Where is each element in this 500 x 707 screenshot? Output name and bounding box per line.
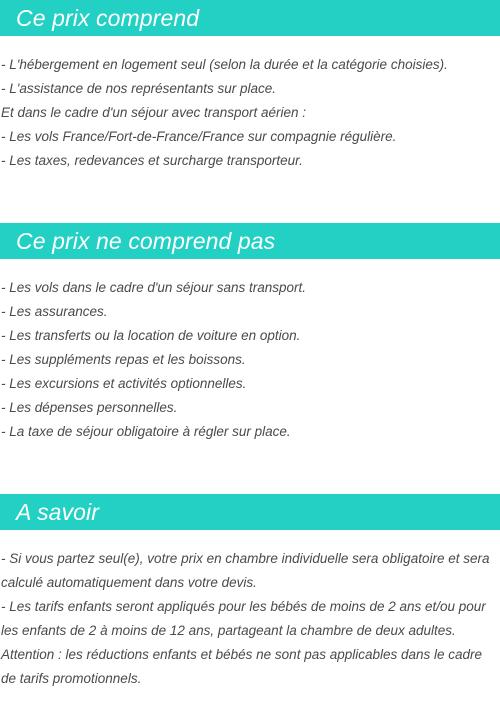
section-body bbox=[0, 276, 500, 444]
list-item: - Les suppléments repas et les boissons. bbox=[1, 352, 246, 367]
section-body bbox=[0, 547, 500, 691]
section-title: A savoir bbox=[16, 498, 100, 525]
list-item: - Si vous partez seul(e), votre prix en chambre individuelle sera obligatoire et sera calculé automatiquement dans votre devis. bbox=[1, 551, 490, 590]
section-title: Ce prix ne comprend pas bbox=[16, 227, 276, 254]
list-item: - L'hébergement en logement seul (selon la durée et la catégorie choisies). bbox=[1, 57, 448, 72]
section-good-to-know bbox=[0, 494, 500, 691]
list-item: - La taxe de séjour obligatoire à régler sur place. bbox=[1, 424, 291, 439]
list-item: - Les tarifs enfants seront appliqués pour les bébés de moins de 2 ans et/ou pour les enfants de 2 à moins de 12 ans, partageant la chambre de deux adultes. bbox=[1, 599, 486, 638]
list-item: Et dans le cadre d'un séjour avec transport aérien : bbox=[1, 105, 307, 120]
list-item: - L'assistance de nos représentants sur place. bbox=[1, 81, 276, 96]
list-item: - Les vols France/Fort-de-France/France sur compagnie régulière. bbox=[1, 129, 397, 144]
section-header bbox=[0, 494, 500, 530]
list-item: - Les assurances. bbox=[1, 304, 108, 319]
list-item: - Les taxes, redevances et surcharge transporteur. bbox=[1, 153, 303, 168]
section-price-includes bbox=[0, 0, 500, 173]
list-item: - Les vols dans le cadre d'un séjour sans transport. bbox=[1, 280, 306, 295]
list-item: Attention : les réductions enfants et bébés ne sont pas applicables dans le cadre de tarifs promotionnels. bbox=[1, 647, 483, 686]
section-price-excludes bbox=[0, 223, 500, 444]
section-header bbox=[0, 0, 500, 36]
list-item: - Les dépenses personnelles. bbox=[1, 400, 178, 415]
section-header bbox=[0, 223, 500, 259]
list-item: - Les transferts ou la location de voiture en option. bbox=[1, 328, 301, 343]
list-item: - Les excursions et activités optionnelles. bbox=[1, 376, 247, 391]
section-title: Ce prix comprend bbox=[16, 4, 200, 31]
section-body bbox=[0, 53, 500, 173]
